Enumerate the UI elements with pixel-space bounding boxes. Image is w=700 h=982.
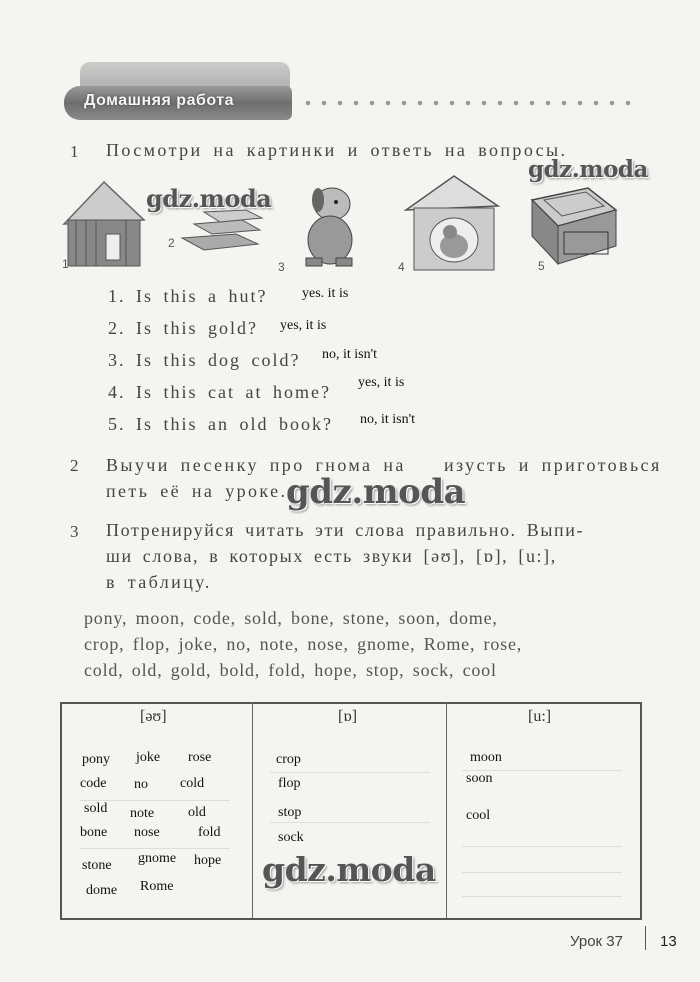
- word-list-line-1: pony, moon, code, sold, bone, stone, soon, dome,: [84, 608, 498, 628]
- picture-number-3: 3: [278, 260, 285, 274]
- table-word: no: [134, 777, 148, 792]
- table-word: note: [130, 806, 155, 821]
- watermark: gdz.moda: [146, 184, 272, 213]
- table-word: Rome: [140, 879, 174, 894]
- cat-house-picture: [398, 174, 504, 274]
- writing-line: [462, 896, 622, 897]
- table-word: cold: [180, 776, 205, 791]
- picture-number-4: 4: [398, 260, 405, 274]
- hut-picture: [56, 176, 146, 271]
- picture-number-5: 5: [538, 259, 545, 273]
- table-word: gnome: [138, 851, 177, 866]
- table-header-u: [u:]: [528, 708, 552, 725]
- watermark: gdz.moda: [286, 472, 466, 512]
- answer-5: no, it isn't: [360, 412, 416, 427]
- answer-2: yes, it is: [280, 318, 327, 333]
- table-word: rose: [188, 750, 212, 765]
- task3-number: 3: [70, 522, 79, 541]
- table-word: soon: [466, 771, 493, 786]
- table-word: old: [188, 805, 206, 820]
- task3-line2: ши слова, в которых есть звуки [əʊ], [ɒ], [u:],: [106, 546, 557, 566]
- writing-line: [462, 846, 622, 847]
- table-word: sold: [84, 801, 108, 816]
- task1-number: 1: [70, 142, 79, 161]
- writing-line: [270, 772, 430, 773]
- lesson-label: Урок 37: [570, 933, 623, 950]
- table-word: sock: [278, 830, 304, 845]
- watermark: gdz.moda: [528, 156, 648, 183]
- word-list-line-2: crop, flop, joke, no, note, nose, gnome, Rome, rose,: [84, 634, 523, 654]
- table-word: flop: [278, 776, 301, 791]
- table-header-ou: [əʊ]: [140, 708, 167, 725]
- table-word: nose: [134, 825, 160, 840]
- task2-line2: петь её на уроке.: [106, 481, 288, 501]
- dog-picture: [290, 178, 370, 270]
- table-word: bone: [80, 825, 108, 840]
- header-title: Домашняя работа: [84, 92, 234, 109]
- page-number: 13: [660, 933, 677, 950]
- table-word: joke: [136, 750, 161, 765]
- task2-line1: Выучи песенку про гнома на: [106, 455, 406, 475]
- watermark: gdz.moda: [262, 850, 436, 889]
- gold-bars-picture: [176, 208, 268, 258]
- table-word: dome: [86, 883, 118, 898]
- writing-line: [462, 872, 622, 873]
- question-5: 5. Is this an old book?: [108, 414, 333, 434]
- old-book-picture: [528, 186, 620, 268]
- footer-divider: [645, 926, 646, 950]
- answer-1: yes. it is: [302, 286, 349, 301]
- question-1: 1. Is this a hut?: [108, 286, 268, 306]
- word-list-line-3: cold, old, gold, bold, fold, hope, stop, sock, cool: [84, 660, 497, 680]
- table-word: moon: [470, 750, 502, 765]
- header-dotted-line: [300, 100, 640, 106]
- task3-line3: в таблицу.: [106, 572, 212, 592]
- task3-line1: Потренируйся читать эти слова правильно. Выпи-: [106, 520, 585, 540]
- table-column-divider: [252, 702, 253, 918]
- task2-line1-end: изусть и приготовься: [444, 455, 662, 475]
- table-word: code: [80, 776, 107, 791]
- picture-number-1: 1: [62, 257, 69, 271]
- table-word: stone: [82, 858, 112, 873]
- writing-line: [270, 822, 430, 823]
- table-word: fold: [198, 825, 221, 840]
- table-word: pony: [82, 752, 110, 767]
- answer-3: no, it isn't: [322, 347, 378, 362]
- table-column-divider: [446, 702, 447, 918]
- answer-4: yes, it is: [358, 375, 405, 390]
- question-2: 2. Is this gold?: [108, 318, 258, 338]
- table-word: crop: [276, 752, 301, 767]
- table-header-o: [ɒ]: [338, 708, 358, 725]
- question-4: 4. Is this cat at home?: [108, 382, 331, 402]
- picture-number-2: 2: [168, 236, 175, 250]
- question-3: 3. Is this dog cold?: [108, 350, 301, 370]
- table-word: stop: [278, 805, 302, 820]
- table-word: hope: [194, 853, 222, 868]
- writing-line: [80, 848, 230, 849]
- task2-number: 2: [70, 456, 79, 475]
- table-word: cool: [466, 808, 491, 823]
- task1-instruction: Посмотри на картинки и ответь на вопросы.: [106, 140, 568, 160]
